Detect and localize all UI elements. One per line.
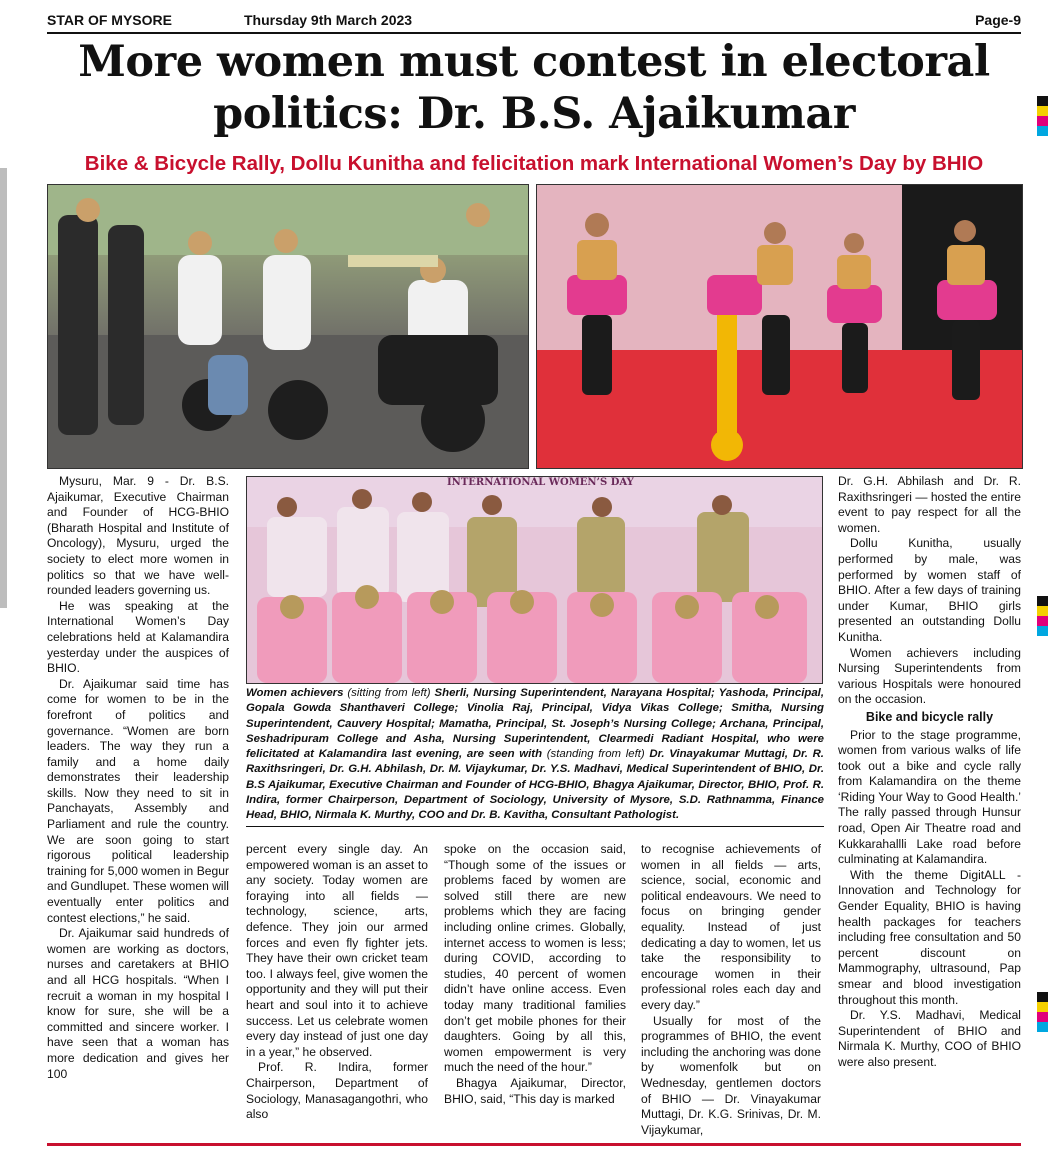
masthead: [47, 10, 1021, 32]
article-column-1: [47, 474, 229, 1082]
article-column-2: [246, 842, 428, 1123]
headline: More women must contest in electoral politics: Dr. B.S. Ajaikumar: [78, 37, 990, 139]
page-number: Page-9: [975, 12, 1021, 28]
bike-rally-illustration: [48, 185, 528, 468]
section-heading: Bike and bicycle rally: [865, 709, 994, 724]
issue-date: Thursday 9th March 2023: [244, 12, 413, 28]
dollu-kunitha-illustration: [537, 185, 1022, 468]
photo-bike-rally: [47, 184, 529, 469]
article-column-3: [444, 842, 626, 1107]
caption-sitting-note: (sitting from left): [343, 687, 435, 699]
paragraph: Women achievers including Nursing Superintendents from various Hospitals were honoured on the occasion.: [838, 645, 1021, 707]
article-column-4: [641, 842, 821, 1138]
photo-dollu-kunitha: [536, 184, 1023, 469]
scan-edge-bar: [0, 168, 7, 608]
paragraph: Dollu Kunitha, usually performed by male, was performed by women staff of BHIO. After a few days of training under Kumar, BHIO girls presented an outstanding Dollu Kunitha.: [838, 536, 1021, 644]
print-color-marks: [1037, 596, 1048, 636]
paragraph: Bhagya Ajaikumar, Director, BHIO, said, “This day is marked: [444, 1075, 626, 1106]
paragraph: Dr. Y.S. Madhavi, Medical Superintendent of BHIO and Nirmala K. Murthy, COO of BHIO were also present.: [838, 1008, 1021, 1069]
caption-lead: Women achievers: [246, 687, 344, 699]
article-column-5: [838, 474, 1021, 1071]
banner-text: INTERNATIONAL WOMEN’S DAY: [447, 477, 634, 488]
paragraph: Mysuru, Mar. 9 - Dr. B.S. Ajaikumar, Executive Chairman and Founder of HCG-BHIO (Bharath Hospital and Institute of Oncology), Mysuru, urged the society to elect more women in politics so that we have well-rounded leaders governing us.: [47, 474, 229, 598]
paragraph: Dr. Ajaikumar said hundreds of women are working as doctors, nurses and caretakers at BHIO and all HCG hospitals. “When I recruit a woman in my hospital I know for sure, she will be a committed and sincere worker. I have seen that a woman has more dedication and gives her 100: [47, 926, 229, 1081]
print-color-marks: [1037, 96, 1048, 136]
group-photo-illustration: [247, 477, 822, 683]
paragraph: to recognise achievements of women in all fields — arts, science, social, economic and political endeavours. We need to focus on bringing gender equality. Instead of just dedicating a day to women, let us take the responsibility to encourage women in their professional roles each day and every day.”: [641, 842, 821, 1012]
paragraph: Dr. Ajaikumar said time has come for women to be in the forefront of politics and governance. “Women are born leaders. The way they run a family and a home daily demonstrates their leadership skills. Now they need to sit in Panchayats, Assembly and Parliament and rule the country. We are soon going to start rigorous political leadership training for 5,000 women in Begur and Gundlupet. These women will eventually enter politics and contest elections,” he said.: [47, 676, 229, 925]
paragraph: Usually for most of the programmes of BHIO, the event including the anchoring was done by womenfolk but on Wednesday, gentlemen doctors of BHIO — Dr. Vinayakumar Muttagi, Dr. K.G. Srinivas, Dr. M. Vijaykumar,: [641, 1013, 821, 1137]
paragraph: Dr. G.H. Abhilash and Dr. R. Raxithsringeri — hosted the entire event to pay respect for all the women.: [838, 474, 1021, 535]
photo-women-achievers: [246, 476, 823, 684]
caption-standing-note: (standing from left): [542, 748, 650, 761]
paragraph: percent every single day. An empowered woman is an asset to any society. Today women are foraying into all fields — technology, science, arts, defence. They join our armed forces and even fly fighter jets. They have their own cricket team too. I always feel, give women the opportunity and they will put their heart and soul into it to achieve success. Let us celebrate women every day instead of just one day in a year,” he observed.: [246, 842, 428, 1059]
paragraph: With the theme DigitALL - Innovation and Technology for Gender Equality, BHIO is having health packages for teachers including free consultation and 50 percent discount on Mammography, ultrasound, Pap smear and blood investigation throughout this month.: [838, 867, 1021, 1007]
paragraph: Prof. R. Indira, former Chairperson, Department of Sociology, Manasagangothri, who also: [246, 1060, 428, 1122]
paragraph: He was speaking at the International Women’s Day celebrations held at Kalamandira yesterday under the auspices of BHIO.: [47, 598, 229, 676]
paragraph: spoke on the occasion said, “Though some of the issues or problems faced by women are solved still there are new problems which they are facing including online crimes. Globally, internet access to women is less; during COVID, according to studies, 40 percent of women didn’t have online access. Even today many traditional families don’t get mobile phones for their daughters. Going by all this, women empowerment is very much the need of the hour.”: [444, 842, 626, 1075]
newspaper-name: STAR OF MYSORE: [47, 12, 172, 28]
paragraph: Prior to the stage programme, women from various walks of life took out a bike and cycle rally from Kalamandira on the theme ‘Riding Your Way to Good Health.’ The rally passed through Hunsur road, Open Air Theatre road and Kukkarahallli Lake road before culminating at Kalamandira.: [838, 727, 1021, 867]
subheadline: Bike & Bicycle Rally, Dollu Kunitha and felicitation mark International Women’s Day by BHIO: [84, 152, 984, 175]
print-color-marks: [1037, 992, 1048, 1032]
photo-caption: [246, 686, 824, 827]
footer-rule: [47, 1143, 1021, 1146]
masthead-rule: [47, 32, 1021, 34]
caption-names-standing: Dr. Vinayakumar Muttagi, Dr. R. Raxithsringeri, Dr. G.H. Abhilash, Dr. M. Vijaykumar, Dr. Y.S. Madhavi, Medical Superintendent of BHIO, Dr. B.S Ajaikumar, Executive Chairman and Founder of HCG-BHIO, Bhagya Ajaikumar, Director, BHIO, Prof. R. Indira, former Chairperson, Department of Sociology, University of Mysore, S.D. Rathnamma, Finance Head, BHIO, Nirmala K. Murthy, COO and Dr. B. Kavitha, Consultant Pathologist.: [246, 748, 824, 822]
caption-names-sitting: Sherli, Nursing Superintendent, Narayana Hospital; Yashoda, Principal, Gopala Gowda Shanthaveri College; Vinolia Raj, Principal, Vidya Vikas College; Smitha, Nursing Superintendent, Cauvery Hospital; Mamatha, Principal, St. Joseph’s Nursing College; Archana, Principal, Seshadripuram College and Asha, Nursing Superintendent, Clearmedi Radiant Hospital, who were felicitated at Kalamandira last evening, are seen with: [246, 687, 825, 761]
